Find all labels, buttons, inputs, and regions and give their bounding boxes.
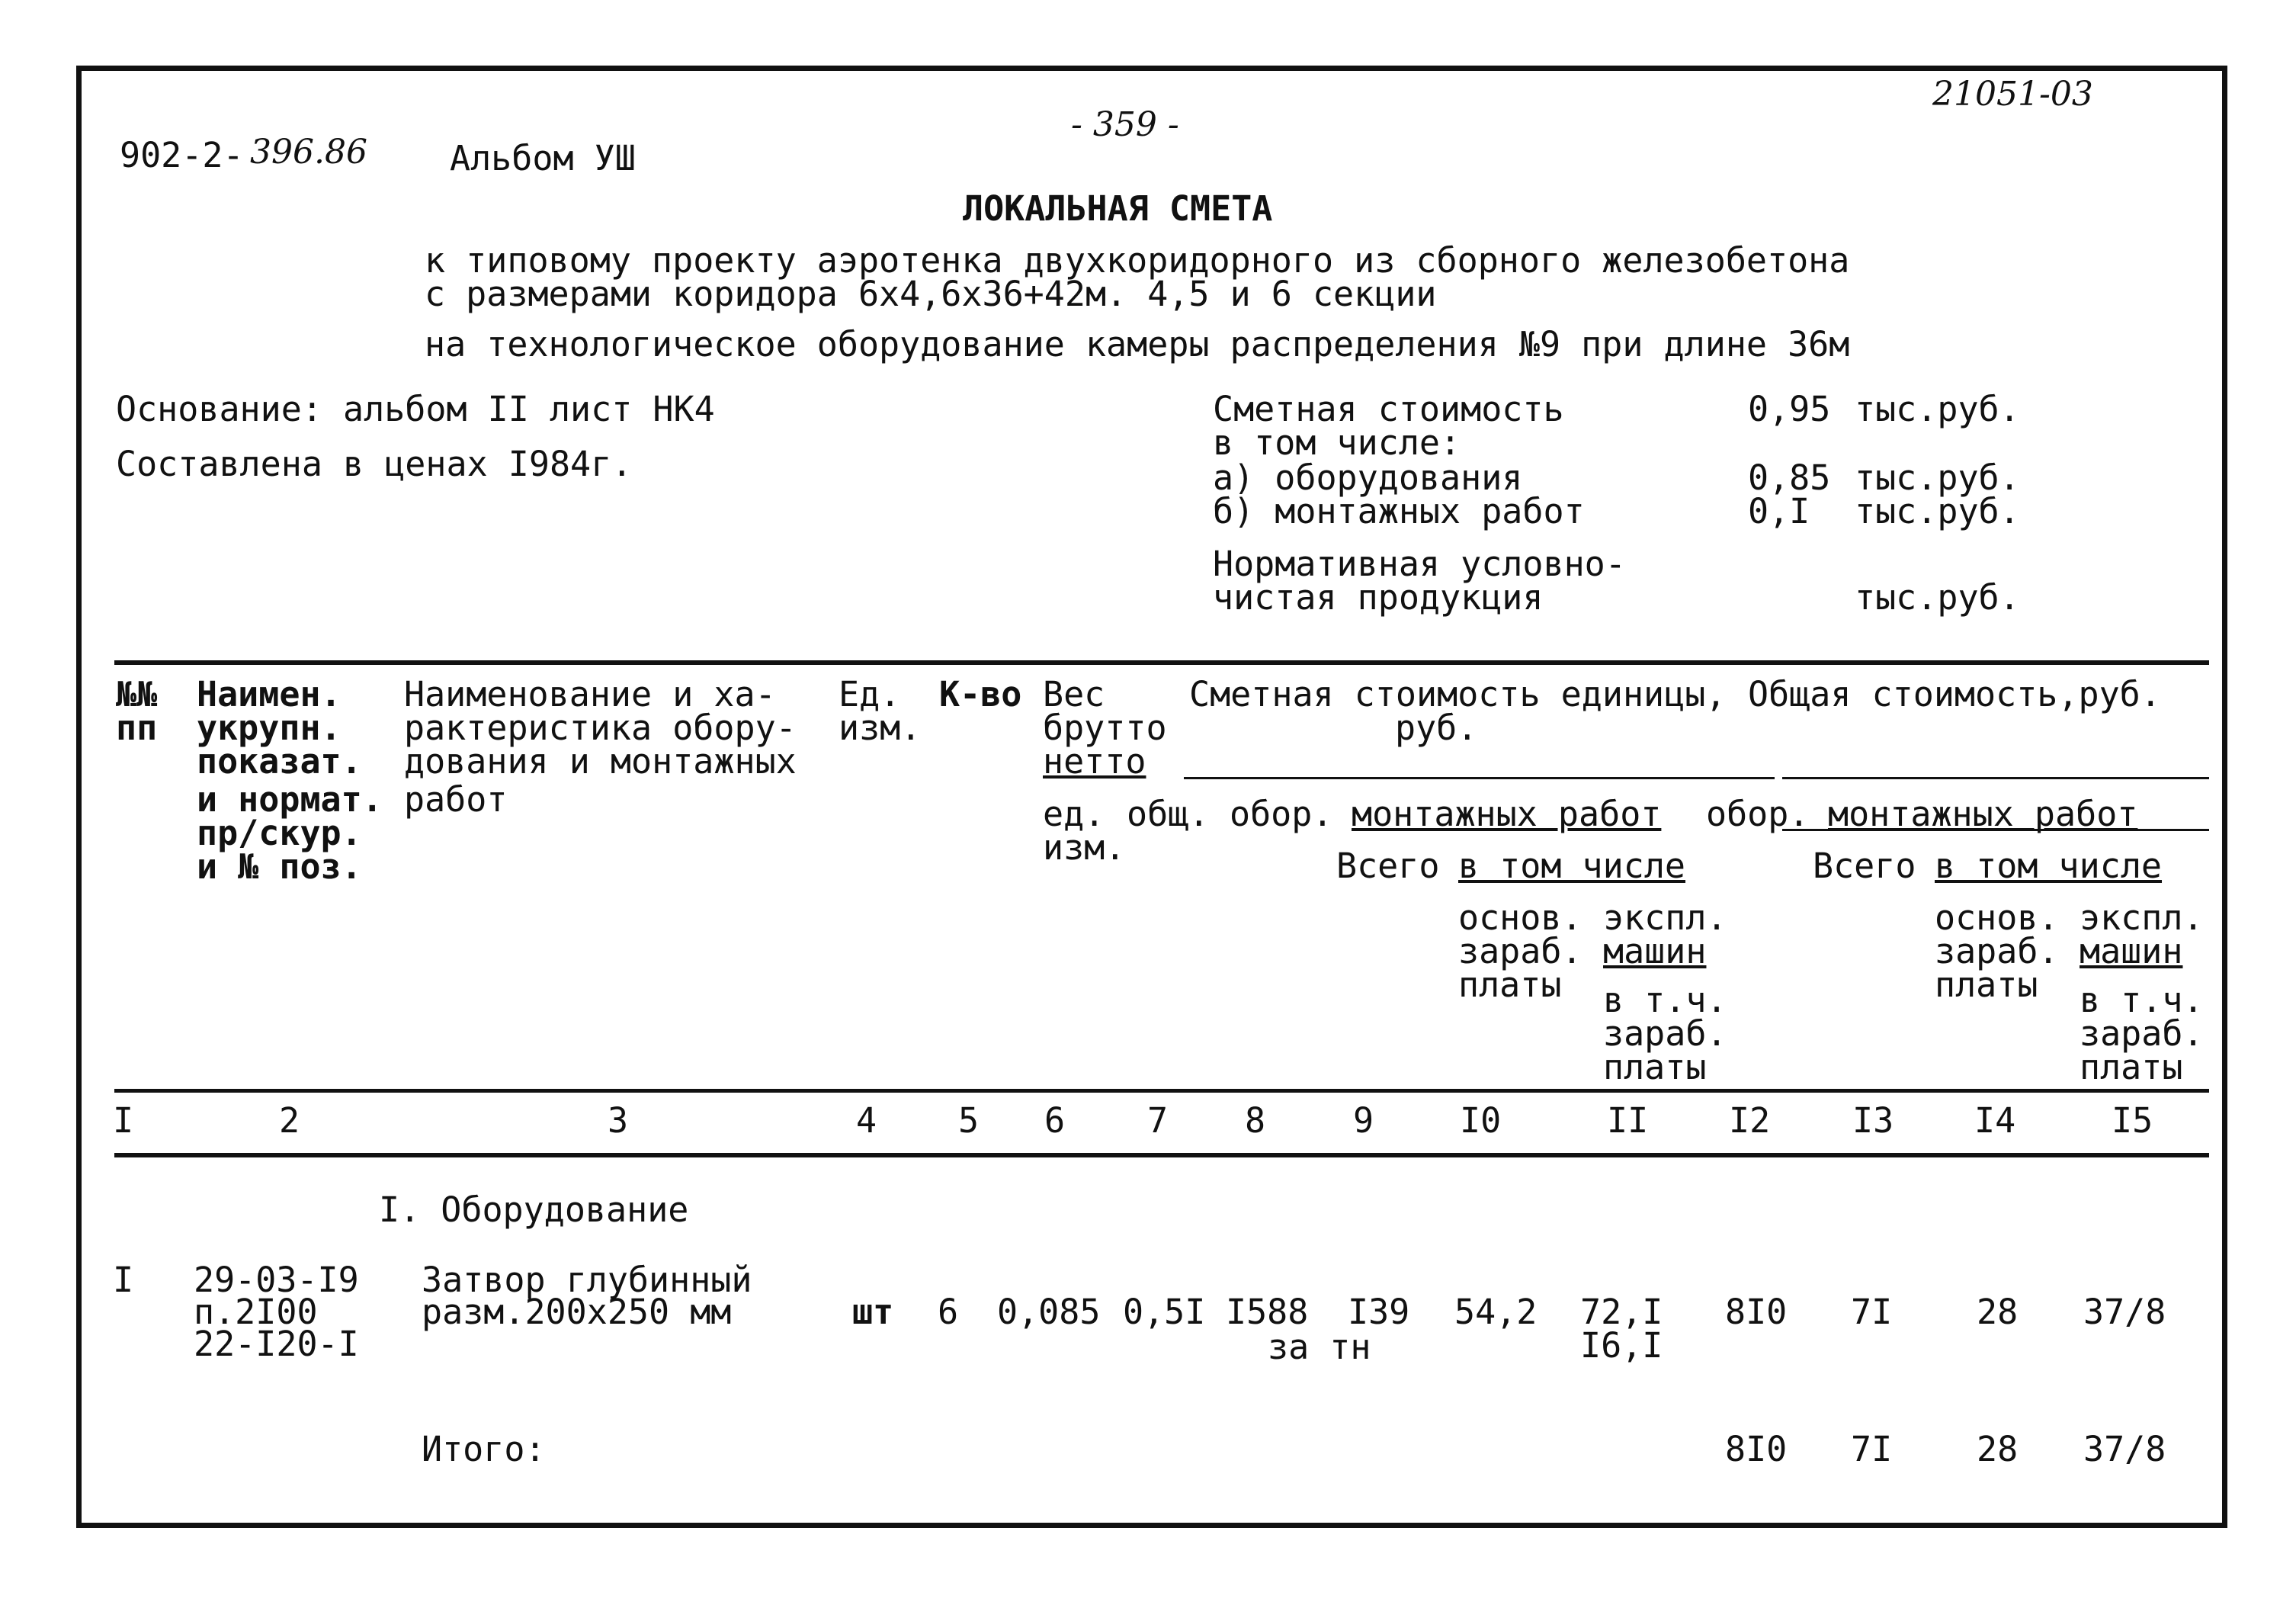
row-total-machines: 37/8 — [2083, 1292, 2166, 1332]
hdr-t-mach-wages-2: зараб. — [2080, 1013, 2204, 1054]
page-number: - 359 - — [1071, 105, 1179, 144]
document-title: ЛОКАЛЬНАЯ СМЕТА — [963, 188, 1273, 229]
hdr-unit-cost-2: руб. — [1395, 708, 1478, 748]
hdr-name-4: работ — [404, 779, 508, 820]
project-number: 396.86 — [250, 133, 367, 172]
unit-cost-rule — [1184, 777, 1775, 779]
row-machines: 72,I — [1580, 1292, 1663, 1332]
including-label: в том числе: — [1213, 422, 1461, 463]
hdr-weight-3: нетто — [1043, 741, 1146, 782]
hdr-total-equip: обор. — [1706, 794, 1810, 834]
hdr-unit-2: изм. — [839, 708, 922, 748]
row-name-2: разм.200х250 мм — [422, 1292, 732, 1332]
row-qty: 6 — [938, 1292, 959, 1332]
hdr-total-cost: Общая стоимость,руб. — [1748, 674, 2161, 714]
hdr-code-2: укрупн. — [197, 708, 342, 748]
hdr-machines-2: машин — [1603, 931, 1707, 971]
row-equip: I588 — [1226, 1292, 1309, 1332]
total-cost-rule — [1782, 777, 2209, 779]
col-num-5: 5 — [958, 1100, 980, 1141]
row-num: I — [113, 1260, 134, 1300]
col-num-2: 2 — [279, 1100, 300, 1141]
hdr-num-2: пп — [116, 708, 158, 748]
hdr-total-incl: в том числе — [1935, 846, 2163, 886]
hdr-t-wages-3: платы — [1935, 965, 2038, 1005]
hdr-code-6: и № поз. — [197, 846, 362, 887]
row-mach-wages: I6,I — [1580, 1325, 1663, 1366]
hdr-code-4: и нормат. — [197, 779, 383, 820]
hdr-code-1: Наимен. — [197, 674, 342, 714]
hdr-unit-1: Ед. — [839, 674, 901, 714]
subtitle-line-1: к типовому проекту аэротенка двухкоридорного из сборного железобетона — [425, 240, 1850, 281]
hdr-equip: обор. — [1230, 794, 1333, 834]
row-install-note: за тн — [1268, 1327, 1371, 1367]
normative-unit: тыс.руб. — [1855, 577, 2020, 618]
hdr-name-1: Наименование и ха- — [404, 674, 776, 714]
section-title: I. Оборудование — [379, 1189, 689, 1230]
hdr-all: Всего — [1336, 846, 1440, 886]
hdr-t-wages-2: зараб. — [1935, 931, 2059, 971]
total-label: Итого: — [422, 1429, 546, 1469]
installation-unit: тыс.руб. — [1855, 491, 2020, 531]
row-name-1: Затвор глубинный — [422, 1260, 752, 1300]
row-code-1: 29-03-I9 — [194, 1260, 359, 1300]
basis-line: Основание: альбом II лист НК4 — [116, 389, 715, 429]
equipment-value: 0,85 — [1748, 457, 1831, 498]
hdr-name-2: рактеристика обору- — [404, 708, 797, 748]
installation-label: б) монтажных работ — [1213, 491, 1585, 531]
total-machines: 37/8 — [2083, 1429, 2166, 1469]
equipment-label: а) оборудования — [1213, 457, 1523, 498]
header-bottom-rule — [114, 1089, 2209, 1093]
project-prefix: 902-2- — [120, 135, 244, 175]
hdr-per-unit-2: изм. — [1043, 827, 1126, 868]
hdr-per-unit-1: ед. — [1043, 794, 1105, 834]
estimated-cost-label: Сметная стоимость — [1213, 389, 1564, 429]
col-num-6: 6 — [1044, 1100, 1066, 1141]
hdr-mach-wages-1: в т.ч. — [1603, 980, 1727, 1020]
row-code-2: п.2I00 — [194, 1292, 318, 1332]
doc-code: 21051-03 — [1932, 75, 2093, 114]
total-equip: 8I0 — [1725, 1429, 1788, 1469]
estimated-cost-unit: тыс.руб. — [1855, 389, 2020, 429]
row-wages: 54,2 — [1454, 1292, 1538, 1332]
row-weight-total: 0,5I — [1123, 1292, 1206, 1332]
hdr-mach-wages-3: платы — [1603, 1047, 1707, 1087]
hdr-total-weight: общ. — [1127, 794, 1210, 834]
subtitle-line-3: на технологическое оборудование камеры распределения №9 при длине 36м — [425, 324, 1850, 364]
col-num-9: 9 — [1353, 1100, 1374, 1141]
hdr-name-3: дования и монтажных — [404, 741, 797, 782]
total-all: 7I — [1851, 1429, 1893, 1469]
col-num-14: I4 — [1974, 1100, 2016, 1141]
col-num-3: 3 — [608, 1100, 629, 1141]
col-num-4: 4 — [856, 1100, 877, 1141]
row-total-all: 7I — [1851, 1292, 1893, 1332]
equipment-unit: тыс.руб. — [1855, 457, 2020, 498]
hdr-machines-1: экспл. — [1603, 897, 1727, 938]
row-total-equip: 8I0 — [1725, 1292, 1788, 1332]
hdr-weight-2: брутто — [1043, 708, 1167, 748]
hdr-unit-cost-1: Сметная стоимость единицы, — [1189, 674, 1727, 714]
row-install-total: I39 — [1348, 1292, 1410, 1332]
hdr-t-wages-1: основ. — [1935, 897, 2059, 938]
hdr-install: монтажных работ — [1352, 794, 1662, 834]
col-num-7: 7 — [1147, 1100, 1169, 1141]
hdr-t-machines-2: машин — [2080, 931, 2183, 971]
normative-label-1: Нормативная условно- — [1213, 544, 1626, 584]
hdr-t-machines-1: экспл. — [2080, 897, 2204, 938]
row-code-3: 22-I20-I — [194, 1324, 359, 1364]
hdr-t-mach-wages-3: платы — [2080, 1047, 2183, 1087]
col-num-1: I — [113, 1100, 134, 1141]
hdr-wages-1: основ. — [1458, 897, 1583, 938]
hdr-total-install: монтажных работ — [1828, 794, 2138, 834]
total-wages: 28 — [1977, 1429, 2019, 1469]
hdr-total-all: Всего — [1813, 846, 1916, 886]
col-num-11: II — [1607, 1100, 1649, 1141]
col-num-15: I5 — [2112, 1100, 2153, 1141]
col-num-12: I2 — [1729, 1100, 1771, 1141]
numbers-bottom-rule — [114, 1153, 2209, 1157]
installation-value: 0,I — [1748, 491, 1810, 531]
table-top-rule — [114, 660, 2209, 665]
estimated-cost-value: 0,95 — [1748, 389, 1831, 429]
hdr-num-1: №№ — [116, 674, 158, 714]
normative-label-2: чистая продукция — [1213, 577, 1544, 618]
hdr-mach-wages-2: зараб. — [1603, 1013, 1727, 1054]
subtitle-line-2: с размерами коридора 6х4,6х36+42м. 4,5 и 6 секции — [425, 274, 1437, 314]
row-total-wages: 28 — [1977, 1292, 2019, 1332]
hdr-incl: в том числе — [1458, 846, 1686, 886]
row-unit: шт — [852, 1292, 894, 1332]
row-weight-unit: 0,085 — [997, 1292, 1101, 1332]
hdr-wages-2: зараб. — [1458, 931, 1583, 971]
col-num-13: I3 — [1852, 1100, 1894, 1141]
hdr-code-5: пр/скур. — [197, 813, 362, 853]
hdr-qty: К-во — [939, 674, 1022, 714]
col-num-8: 8 — [1245, 1100, 1266, 1141]
col-num-10: I0 — [1460, 1100, 1502, 1141]
hdr-wages-3: платы — [1458, 965, 1562, 1005]
prices-line: Составлена в ценах I984г. — [116, 444, 633, 484]
hdr-code-3: показат. — [197, 741, 362, 782]
album-label: Альбом УШ — [450, 138, 636, 178]
hdr-weight-1: Вес — [1043, 674, 1105, 714]
hdr-t-mach-wages-1: в т.ч. — [2080, 980, 2204, 1020]
